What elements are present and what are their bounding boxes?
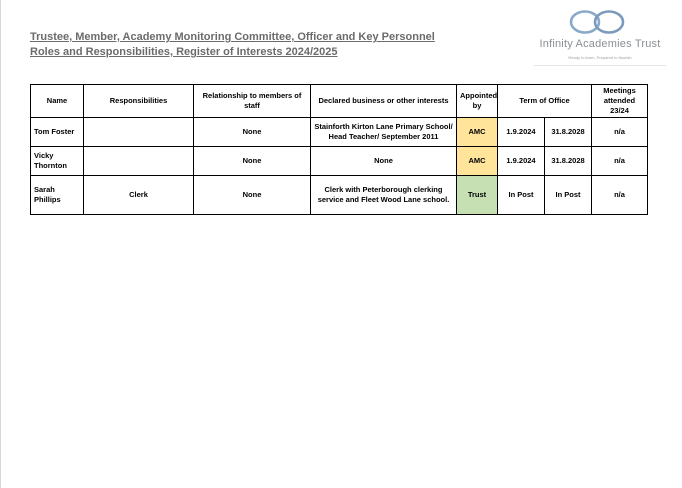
col-name: Name: [31, 85, 84, 118]
register-table: [30, 84, 648, 215]
cell-responsibilities: [84, 147, 194, 176]
cell-relationship: None: [194, 147, 311, 176]
cell-meetings: n/a: [592, 147, 648, 176]
title-line-1: Trustee, Member, Academy Monitoring Committee, Officer and Key Personnel: [30, 31, 435, 43]
document-title: [30, 30, 450, 60]
cell-appointed: AMC: [457, 147, 498, 176]
trust-logo: [530, 8, 670, 66]
infinity-icon: [568, 8, 628, 38]
logo-tagline: Ready to learn, Prepared to flourish: [568, 55, 632, 60]
cell-appointed: Trust: [457, 176, 498, 215]
cell-appointed: AMC: [457, 118, 498, 147]
logo-name: Infinity Academies Trust: [539, 38, 661, 50]
col-meetings: Meetings attended 23/24: [592, 85, 648, 118]
cell-responsibilities: Clerk: [84, 176, 194, 215]
cell-term-start: 1.9.2024: [498, 147, 545, 176]
table-row: [31, 176, 648, 215]
table-row: [31, 118, 648, 147]
col-appointed: Appointed by: [457, 85, 498, 118]
col-term: Term of Office: [498, 85, 592, 118]
cell-meetings: n/a: [592, 118, 648, 147]
cell-term-end: In Post: [545, 176, 592, 215]
cell-declared: Clerk with Peterborough clerking service and Fleet Wood Lane school.: [311, 176, 457, 215]
cell-meetings: n/a: [592, 176, 648, 215]
cell-term-start: 1.9.2024: [498, 118, 545, 147]
cell-term-end: 31.8.2028: [545, 118, 592, 147]
header-row: [31, 85, 648, 118]
table-row: [31, 147, 648, 176]
cell-responsibilities: [84, 118, 194, 147]
cell-declared: Stainforth Kirton Lane Primary School/ Head Teacher/ September 2011: [311, 118, 457, 147]
title-line-2: Roles and Responsibilities, Register of Interests 2024/2025: [30, 46, 338, 58]
cell-term-start: In Post: [498, 176, 545, 215]
col-responsibilities: Responsibilities: [84, 85, 194, 118]
logo-divider: [534, 65, 666, 66]
page-edge: [0, 0, 1, 488]
cell-name: Sarah Phillips: [31, 176, 84, 215]
col-relationship: Relationship to members of staff: [194, 85, 311, 118]
cell-declared: None: [311, 147, 457, 176]
cell-name: Vicky Thornton: [31, 147, 84, 176]
cell-relationship: None: [194, 176, 311, 215]
col-declared: Declared business or other interests: [311, 85, 457, 118]
cell-term-end: 31.8.2028: [545, 147, 592, 176]
cell-name: Tom Foster: [31, 118, 84, 147]
cell-relationship: None: [194, 118, 311, 147]
